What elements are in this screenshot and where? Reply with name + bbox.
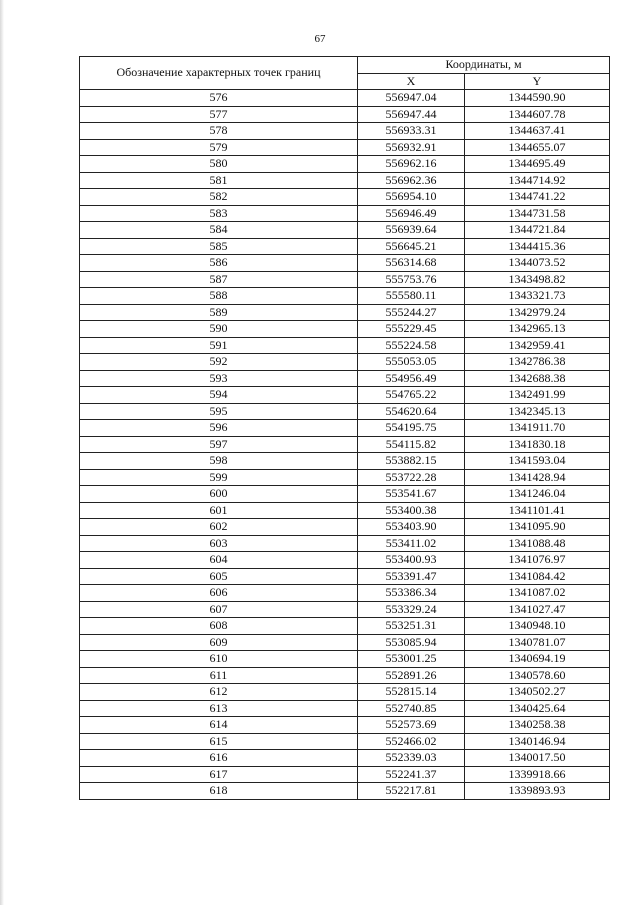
coordinates-table (79, 56, 610, 800)
x-coordinate-cell: 553541.67 (358, 486, 465, 503)
y-coordinate-cell: 1339893.93 (465, 783, 610, 800)
table-row (80, 304, 610, 321)
x-coordinate-cell: 554620.64 (358, 403, 465, 420)
point-cell: 601 (80, 502, 358, 519)
y-coordinate-cell: 1342979.24 (465, 304, 610, 321)
point-cell: 609 (80, 634, 358, 651)
y-coordinate-cell: 1344607.78 (465, 106, 610, 123)
y-coordinate-cell: 1344590.90 (465, 90, 610, 107)
y-coordinate-cell: 1342965.13 (465, 321, 610, 338)
point-cell: 590 (80, 321, 358, 338)
table-row (80, 436, 610, 453)
y-coordinate-cell: 1340425.64 (465, 700, 610, 717)
table-row (80, 238, 610, 255)
x-coordinate-cell: 556933.31 (358, 123, 465, 140)
table-row (80, 766, 610, 783)
x-coordinate-cell: 554115.82 (358, 436, 465, 453)
x-coordinate-cell: 556954.10 (358, 189, 465, 206)
table-row (80, 634, 610, 651)
point-cell: 588 (80, 288, 358, 305)
table-row (80, 618, 610, 635)
y-coordinate-cell: 1341593.04 (465, 453, 610, 470)
x-coordinate-cell: 556962.16 (358, 156, 465, 173)
y-coordinate-cell: 1341095.90 (465, 519, 610, 536)
y-coordinate-cell: 1341027.47 (465, 601, 610, 618)
header-coordinates: Координаты, м (358, 57, 610, 74)
y-coordinate-cell: 1340781.07 (465, 634, 610, 651)
y-coordinate-cell: 1342688.38 (465, 370, 610, 387)
table-row (80, 403, 610, 420)
y-coordinate-cell: 1341830.18 (465, 436, 610, 453)
x-coordinate-cell: 556946.49 (358, 205, 465, 222)
point-cell: 582 (80, 189, 358, 206)
point-cell: 617 (80, 766, 358, 783)
y-coordinate-cell: 1342959.41 (465, 337, 610, 354)
x-coordinate-cell: 552466.02 (358, 733, 465, 750)
y-coordinate-cell: 1342786.38 (465, 354, 610, 371)
y-coordinate-cell: 1344637.41 (465, 123, 610, 140)
y-coordinate-cell: 1341084.42 (465, 568, 610, 585)
y-coordinate-cell: 1344695.49 (465, 156, 610, 173)
x-coordinate-cell: 552339.03 (358, 750, 465, 767)
y-coordinate-cell: 1341246.04 (465, 486, 610, 503)
table-row (80, 106, 610, 123)
x-coordinate-cell: 553403.90 (358, 519, 465, 536)
x-coordinate-cell: 552217.81 (358, 783, 465, 800)
x-coordinate-cell: 553085.94 (358, 634, 465, 651)
y-coordinate-cell: 1343498.82 (465, 271, 610, 288)
point-cell: 618 (80, 783, 358, 800)
x-coordinate-cell: 556962.36 (358, 172, 465, 189)
x-coordinate-cell: 553386.34 (358, 585, 465, 602)
point-cell: 587 (80, 271, 358, 288)
table-row (80, 172, 610, 189)
x-coordinate-cell: 556314.68 (358, 255, 465, 272)
x-coordinate-cell: 552241.37 (358, 766, 465, 783)
point-cell: 612 (80, 684, 358, 701)
header-x: X (358, 73, 465, 90)
y-coordinate-cell: 1340694.19 (465, 651, 610, 668)
y-coordinate-cell: 1341101.41 (465, 502, 610, 519)
point-cell: 596 (80, 420, 358, 437)
table-row (80, 189, 610, 206)
scan-edge (0, 0, 4, 905)
table-row (80, 139, 610, 156)
table-row (80, 783, 610, 800)
y-coordinate-cell: 1341088.48 (465, 535, 610, 552)
x-coordinate-cell: 553400.38 (358, 502, 465, 519)
x-coordinate-cell: 554765.22 (358, 387, 465, 404)
x-coordinate-cell: 552573.69 (358, 717, 465, 734)
y-coordinate-cell: 1344741.22 (465, 189, 610, 206)
y-coordinate-cell: 1340146.94 (465, 733, 610, 750)
table-row (80, 370, 610, 387)
point-cell: 602 (80, 519, 358, 536)
table-row (80, 354, 610, 371)
table-row (80, 667, 610, 684)
x-coordinate-cell: 556645.21 (358, 238, 465, 255)
table-row (80, 271, 610, 288)
table-row (80, 337, 610, 354)
table-row (80, 387, 610, 404)
point-cell: 584 (80, 222, 358, 239)
table-row (80, 123, 610, 140)
y-coordinate-cell: 1340502.27 (465, 684, 610, 701)
table-body (80, 90, 610, 800)
x-coordinate-cell: 553329.24 (358, 601, 465, 618)
y-coordinate-cell: 1341428.94 (465, 469, 610, 486)
y-coordinate-cell: 1340017.50 (465, 750, 610, 767)
point-cell: 589 (80, 304, 358, 321)
x-coordinate-cell: 556947.44 (358, 106, 465, 123)
x-coordinate-cell: 552815.14 (358, 684, 465, 701)
point-cell: 585 (80, 238, 358, 255)
table-row (80, 90, 610, 107)
x-coordinate-cell: 555053.05 (358, 354, 465, 371)
point-cell: 579 (80, 139, 358, 156)
header-y: Y (465, 73, 610, 90)
table-row (80, 717, 610, 734)
table-row (80, 420, 610, 437)
point-cell: 613 (80, 700, 358, 717)
table-row (80, 222, 610, 239)
x-coordinate-cell: 553722.28 (358, 469, 465, 486)
point-cell: 595 (80, 403, 358, 420)
point-cell: 586 (80, 255, 358, 272)
y-coordinate-cell: 1339918.66 (465, 766, 610, 783)
point-cell: 593 (80, 370, 358, 387)
x-coordinate-cell: 556932.91 (358, 139, 465, 156)
y-coordinate-cell: 1341911.70 (465, 420, 610, 437)
y-coordinate-cell: 1344721.84 (465, 222, 610, 239)
point-cell: 603 (80, 535, 358, 552)
point-cell: 605 (80, 568, 358, 585)
y-coordinate-cell: 1342491.99 (465, 387, 610, 404)
x-coordinate-cell: 553411.02 (358, 535, 465, 552)
point-cell: 607 (80, 601, 358, 618)
point-cell: 615 (80, 733, 358, 750)
table-row (80, 700, 610, 717)
table-row (80, 568, 610, 585)
x-coordinate-cell: 553251.31 (358, 618, 465, 635)
point-cell: 597 (80, 436, 358, 453)
x-coordinate-cell: 552740.85 (358, 700, 465, 717)
point-cell: 581 (80, 172, 358, 189)
table-row (80, 585, 610, 602)
y-coordinate-cell: 1340258.38 (465, 717, 610, 734)
x-coordinate-cell: 556947.04 (358, 90, 465, 107)
x-coordinate-cell: 556939.64 (358, 222, 465, 239)
table-row (80, 684, 610, 701)
point-cell: 592 (80, 354, 358, 371)
x-coordinate-cell: 555580.11 (358, 288, 465, 305)
table-row (80, 288, 610, 305)
y-coordinate-cell: 1340948.10 (465, 618, 610, 635)
y-coordinate-cell: 1340578.60 (465, 667, 610, 684)
y-coordinate-cell: 1344073.52 (465, 255, 610, 272)
table-row (80, 519, 610, 536)
table-row (80, 255, 610, 272)
x-coordinate-cell: 555753.76 (358, 271, 465, 288)
point-cell: 610 (80, 651, 358, 668)
x-coordinate-cell: 555229.45 (358, 321, 465, 338)
point-cell: 583 (80, 205, 358, 222)
table-row (80, 156, 610, 173)
x-coordinate-cell: 554195.75 (358, 420, 465, 437)
point-cell: 594 (80, 387, 358, 404)
point-cell: 600 (80, 486, 358, 503)
y-coordinate-cell: 1343321.73 (465, 288, 610, 305)
point-cell: 578 (80, 123, 358, 140)
table-row (80, 552, 610, 569)
table-row (80, 321, 610, 338)
y-coordinate-cell: 1344714.92 (465, 172, 610, 189)
x-coordinate-cell: 553391.47 (358, 568, 465, 585)
y-coordinate-cell: 1341087.02 (465, 585, 610, 602)
point-cell: 608 (80, 618, 358, 635)
table-row (80, 486, 610, 503)
x-coordinate-cell: 553001.25 (358, 651, 465, 668)
point-cell: 591 (80, 337, 358, 354)
table-row (80, 733, 610, 750)
table-row (80, 535, 610, 552)
y-coordinate-cell: 1344415.36 (465, 238, 610, 255)
point-cell: 614 (80, 717, 358, 734)
table-row (80, 453, 610, 470)
y-coordinate-cell: 1342345.13 (465, 403, 610, 420)
y-coordinate-cell: 1341076.97 (465, 552, 610, 569)
x-coordinate-cell: 555224.58 (358, 337, 465, 354)
point-cell: 580 (80, 156, 358, 173)
header-point-designation: Обозначение характерных точек границ (80, 57, 358, 90)
page-number: 67 (314, 33, 326, 45)
y-coordinate-cell: 1344731.58 (465, 205, 610, 222)
point-cell: 604 (80, 552, 358, 569)
point-cell: 606 (80, 585, 358, 602)
x-coordinate-cell: 553882.15 (358, 453, 465, 470)
point-cell: 577 (80, 106, 358, 123)
x-coordinate-cell: 555244.27 (358, 304, 465, 321)
point-cell: 598 (80, 453, 358, 470)
y-coordinate-cell: 1344655.07 (465, 139, 610, 156)
x-coordinate-cell: 553400.93 (358, 552, 465, 569)
table-row (80, 502, 610, 519)
point-cell: 616 (80, 750, 358, 767)
x-coordinate-cell: 554956.49 (358, 370, 465, 387)
point-cell: 599 (80, 469, 358, 486)
point-cell: 576 (80, 90, 358, 107)
table-row (80, 750, 610, 767)
point-cell: 611 (80, 667, 358, 684)
table-row (80, 469, 610, 486)
table-row (80, 651, 610, 668)
table-row (80, 601, 610, 618)
x-coordinate-cell: 552891.26 (358, 667, 465, 684)
table-row (80, 205, 610, 222)
